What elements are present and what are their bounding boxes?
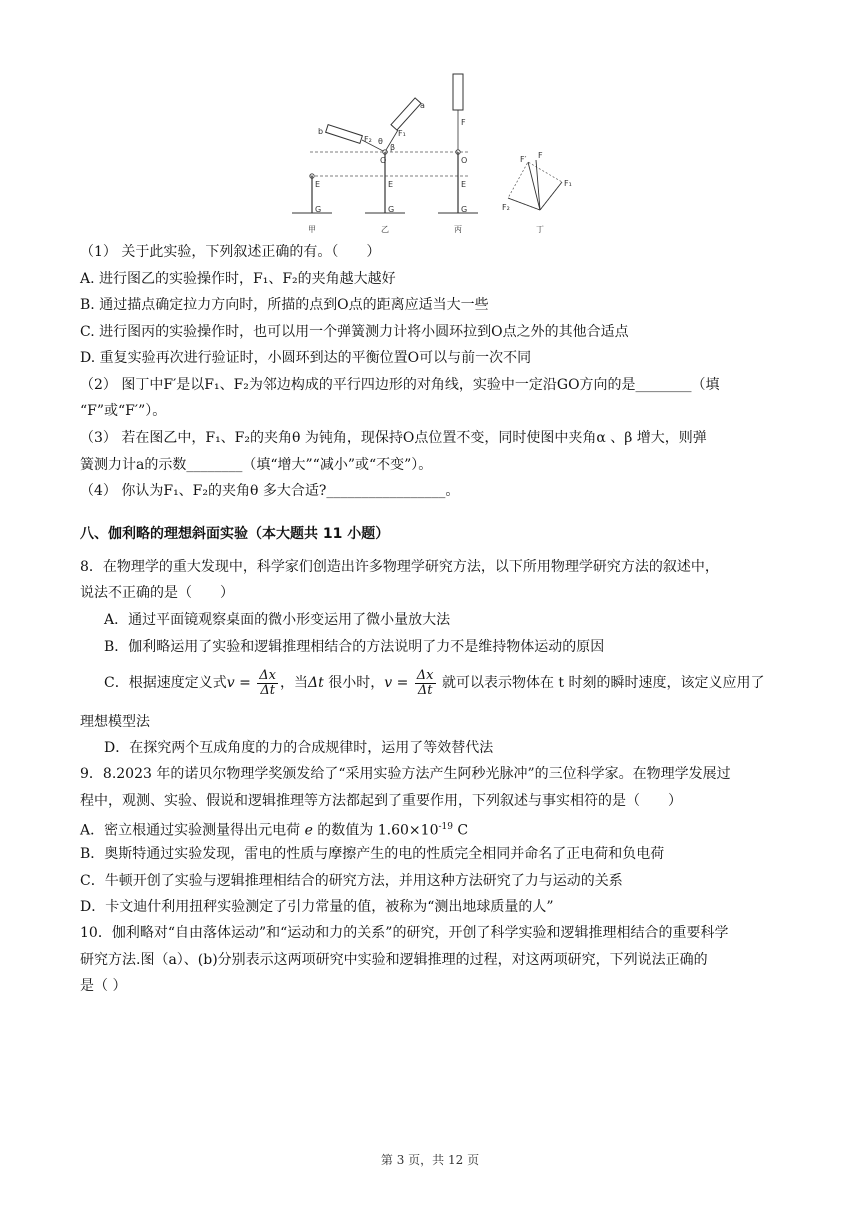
q7-option-b: B. 通过描点确定拉力方向时，所描的点到O点的距离应适当大一些 xyxy=(80,297,489,313)
q7-sub1: （1） 关于此实验，下列叙述正确的有。（ ） xyxy=(80,244,381,260)
q7-sub3-line2: 簧测力计a的示数________（填“增大”“减小”或“不变”）。 xyxy=(80,457,433,473)
q7-sub3-line1: （3） 若在图乙中，F₁、F₂的夹角θ 为钝角，现保持O点位置不变，同时使图中夹角α 、β 增大，则弹 xyxy=(80,430,707,446)
q10-stem-line1: 10．伽利略对“自由落体运动”和“运动和力的关系”的研究，开创了科学实验和逻辑推理相结合的重要科学 xyxy=(80,925,729,941)
equals-sign-1: = xyxy=(234,675,256,691)
label-g-yi: G xyxy=(388,205,395,214)
label-g-jia: G xyxy=(315,205,322,214)
label-ding: 丁 xyxy=(536,225,544,234)
q9-stem-line2: 程中，观测、实验、假说和逻辑推理等方法都起到了重要作用，下列叙述与事实相符的是（ ） xyxy=(80,793,682,809)
q9-option-b: B．奥斯特通过实验发现，雷电的性质与摩擦产生的电的性质完全相同并命名了正电荷和负电荷 xyxy=(80,846,665,862)
q8-option-c-line2: 理想模型法 xyxy=(80,714,150,730)
label-jia: 甲 xyxy=(308,225,316,234)
label-e-jia: E xyxy=(315,180,321,189)
label-f-ding: F xyxy=(538,151,543,160)
fraction-1-numerator: Δx xyxy=(259,667,277,683)
q7-sub2-line2: “F”或“F′”）。 xyxy=(80,403,167,419)
fraction-2 xyxy=(415,669,436,698)
velocity-symbol-2: v xyxy=(384,675,393,691)
label-yi: 乙 xyxy=(381,225,389,234)
q9-stem-line1: 9．8.2023 年的诺贝尔物理学奖颁发给了“采用实验方法产生阿秒光脉冲”的三位科学家。在物理学发展过 xyxy=(80,766,731,782)
q10-stem-line2: 研究方法.图（a）、(b)分别表示这两项研究中实验和逻辑推理的过程，对这两项研究，下列说法正确的 xyxy=(80,952,708,968)
label-f1-ding: F₁ xyxy=(564,179,572,188)
velocity-symbol: v xyxy=(226,675,235,691)
q7-option-a: A. 进行图乙的实验操作时，F₁、F₂的夹角越大越好 xyxy=(80,271,396,287)
q9-option-a-text1: A．密立根通过实验测量得出元电荷 xyxy=(80,822,305,839)
label-a: a xyxy=(420,101,425,110)
q10-stem-line3: 是（ ） xyxy=(80,978,127,994)
q8-option-c-text2: ，当 xyxy=(280,675,309,691)
label-f-bing: F xyxy=(461,118,466,127)
q7-option-d: D. 重复实验再次进行验证时，小圆环到达的平衡位置O可以与前一次不同 xyxy=(80,350,532,366)
exponent: -19 xyxy=(438,822,453,832)
page-footer: 第 3 页，共 12 页 xyxy=(380,1153,480,1167)
fraction-1 xyxy=(257,669,278,698)
label-o-yi: O xyxy=(380,156,387,165)
charge-symbol: e xyxy=(304,822,313,839)
label-o-bing: O xyxy=(461,156,468,165)
fraction-1-denominator: Δt xyxy=(260,682,275,698)
setup-jia xyxy=(292,174,332,234)
delta-t-symbol: Δt xyxy=(308,675,324,691)
label-theta: θ xyxy=(378,137,383,146)
q7-sub2-line1: （2） 图丁中F′是以F₁、F₂为邻边构成的平行四边形的对角线，实验中一定沿GO方向的是________（填 xyxy=(80,377,720,393)
q8-option-d: D．在探究两个互成角度的力的合成规律时，运用了等效替代法 xyxy=(104,740,494,756)
q8-option-b: B．伽利略运用了实验和逻辑推理相结合的方法说明了力不是维持物体运动的原因 xyxy=(104,639,605,655)
q9-option-c: C．牛顿开创了实验与逻辑推理相结合的研究方法，并用这种方法研究了力与运动的关系 xyxy=(80,873,623,889)
label-b: b xyxy=(318,127,324,136)
label-bing: 丙 xyxy=(454,225,462,234)
label-g-bing: G xyxy=(461,205,468,214)
label-e-bing: E xyxy=(461,180,467,189)
setup-yi xyxy=(318,98,425,234)
label-f2-ding: F₂ xyxy=(502,203,510,212)
q9-option-d: D．卡文迪什利用扭秤实验测定了引力常量的值，被称为“测出地球质量的人” xyxy=(80,899,554,915)
label-f2: F₂ xyxy=(364,135,372,144)
q8-option-c-line1 xyxy=(104,665,765,701)
experiment-figure xyxy=(270,70,600,240)
equals-sign-2: = xyxy=(392,675,413,691)
q8-stem-line2: 说法不正确的是（ ） xyxy=(80,585,234,601)
fraction-2-numerator: Δx xyxy=(416,667,434,683)
q8-option-c-text3: 很小时， xyxy=(323,675,385,691)
q7-option-c: C. 进行图丙的实验操作时，也可以用一个弹簧测力计将小圆环拉到O点之外的其他合适点 xyxy=(80,324,629,340)
q7-sub4: （4） 你认为F₁、F₂的夹角θ 多大合适?_________________。 xyxy=(80,483,460,499)
label-fp-ding: F′ xyxy=(520,155,527,164)
diagram-ding xyxy=(502,151,572,234)
label-e-yi: E xyxy=(388,180,394,189)
q9-option-a xyxy=(80,817,468,841)
section-heading: 八、伽利略的理想斜面实验（本大题共 11 小题） xyxy=(80,526,390,542)
q8-option-c-text1: C．根据速度定义式 xyxy=(104,675,227,691)
label-beta: β xyxy=(390,143,396,152)
fraction-2-denominator: Δt xyxy=(417,682,433,698)
q9-option-a-unit: C xyxy=(452,822,469,839)
q8-stem-line1: 8．在物理学的重大发现中，科学家们创造出许多物理学研究方法，以下所用物理学研究方法的叙述中， xyxy=(80,559,719,575)
label-f1: F₁ xyxy=(398,129,406,138)
q8-option-c-text4: 就可以表示物体在 t 时刻的瞬时速度，该定义应用了 xyxy=(437,675,765,691)
q8-option-a: A．通过平面镜观察桌面的微小形变运用了微小量放大法 xyxy=(104,612,451,628)
setup-bing xyxy=(438,74,478,234)
q9-option-a-text2: 的数值为 1.60×10 xyxy=(312,822,439,839)
